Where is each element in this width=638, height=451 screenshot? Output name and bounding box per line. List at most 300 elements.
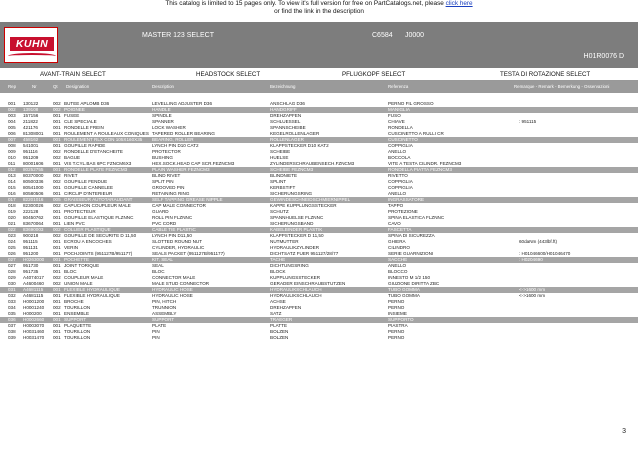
cell-referenza: PIASTRA	[388, 323, 408, 328]
cell-part-number: H0031460	[23, 329, 45, 334]
cell-pos: 016	[8, 191, 16, 196]
cell-referenza: FASCETTA	[388, 227, 412, 232]
cell-pos: 013	[8, 173, 16, 178]
cell-part-number: 80580506	[23, 191, 44, 196]
cell-pos: 011	[8, 161, 16, 166]
cell-bezeichnung: SATZ	[270, 311, 282, 316]
cell-pos: 028	[8, 269, 16, 274]
cell-designation: CIRCLIP D'INTERIEUR	[64, 191, 113, 196]
cell-bezeichnung: HYDRAULIKSCHLAUCH	[270, 287, 322, 292]
cell-remarks: : H01046600/H01046470	[519, 251, 571, 256]
limit-notice-line2: or find the link in the description	[274, 8, 364, 15]
cell-bezeichnung: KERBSTIFT	[270, 185, 296, 190]
title-fr[interactable]: AVANT-TRAIN SELECT	[40, 71, 106, 78]
cell-referenza: TUBO GOMMA	[388, 293, 420, 298]
cell-bezeichnung: DICHTSATZ FUER 951127/28/77	[270, 251, 339, 256]
cell-referenza: BOCCOLA	[388, 155, 411, 160]
cell-pos: 035	[8, 311, 16, 316]
cell-description: ASSEMBLY	[152, 311, 177, 316]
language-title-bar	[0, 68, 638, 81]
cell-designation: BAGUE	[64, 155, 81, 160]
cell-pos: 034	[8, 305, 16, 310]
title-it[interactable]: TESTA DI ROTAZIONE SELECT	[500, 71, 591, 78]
cell-quantity: 001	[53, 119, 61, 124]
cell-part-number: 157156	[23, 113, 39, 118]
cell-pos: 023	[8, 233, 16, 238]
cell-quantity: 001	[53, 299, 61, 304]
cell-pos: 029	[8, 275, 16, 280]
cell-description: PLATE	[152, 323, 167, 328]
cell-part-number: 83690003	[23, 227, 44, 232]
cell-referenza: PERNO	[388, 329, 405, 334]
cell-referenza: SERIE GUARNIZIONI	[388, 251, 434, 256]
catalog-header-bar	[0, 22, 638, 68]
table-row[interactable]	[0, 335, 638, 341]
cell-designation: FLEXIBLE HYDRAULIQUE	[64, 287, 120, 292]
cell-designation: LIEN PVC	[64, 221, 85, 226]
page-id: H01R0076 D	[583, 53, 624, 60]
cell-quantity: 001	[53, 293, 61, 298]
cell-quantity: 001	[53, 311, 61, 316]
cell-referenza: PERNO FIL GROSSO	[388, 101, 434, 106]
limit-notice	[0, 0, 638, 16]
cell-designation: PROTECTEUR	[64, 209, 96, 214]
cell-part-number: 80500336	[23, 179, 44, 184]
cell-pos: 015	[8, 185, 16, 190]
cell-designation: BLOC	[64, 269, 77, 274]
cell-pos: 020	[8, 215, 16, 220]
cell-bezeichnung: SPLINT	[270, 179, 287, 184]
cell-quantity: 002	[53, 155, 61, 160]
cell-quantity: 001	[53, 113, 61, 118]
cell-description: PLAIN WASHER FEZNCM3	[152, 167, 210, 172]
cell-referenza: SPINA ELASTICA FLZNNC	[388, 215, 445, 220]
cell-part-number: 458162	[23, 137, 39, 142]
cell-pos: 024	[8, 239, 16, 244]
cell-pos: 019	[8, 209, 16, 214]
cell-pos: 009	[8, 149, 16, 154]
cell-part-number: H0001200	[23, 299, 45, 304]
cell-bezeichnung: KABELBINDER PLASTIK	[270, 227, 323, 232]
cell-description: RETAINING RING	[152, 191, 190, 196]
cell-description: SPANNER	[152, 119, 174, 124]
cell-bezeichnung: TACHE	[270, 257, 286, 262]
col-referenza: Referenza	[388, 84, 409, 89]
cell-referenza: GHIERA	[388, 239, 406, 244]
cell-designation: BROCHE	[64, 299, 84, 304]
cell-referenza: SACCHE	[388, 257, 408, 262]
cell-bezeichnung: DREHZAPFEN	[270, 305, 302, 310]
kuhn-logo	[0, 22, 62, 68]
col-description: Description	[152, 84, 174, 89]
cell-quantity: 001	[53, 269, 61, 274]
cell-pos: 027	[8, 263, 16, 268]
cell-part-number: 951115	[23, 239, 38, 244]
cell-designation: ROULEMENT A ROULEAUX CONIQUES	[64, 131, 149, 136]
cell-description: CYLINDER, HYDRAULIC	[152, 245, 205, 250]
cell-designation: UNION MALE	[64, 281, 93, 286]
cell-bezeichnung: BLINDNIETE	[270, 173, 298, 178]
cell-designation: TOURILLON	[64, 329, 91, 334]
cell-referenza: CAVO	[388, 221, 401, 226]
cell-quantity: 001	[53, 215, 61, 220]
cell-designation: TOURILLON	[64, 305, 91, 310]
cell-pos: 007	[8, 137, 16, 142]
cell-bezeichnung: ANSCHLAG D36	[270, 101, 305, 106]
cell-designation: SUPPORT	[64, 317, 87, 322]
cell-description: TRUNNION	[152, 305, 177, 310]
cell-quantity: 001	[53, 161, 61, 166]
cell-description: BLIND RIVET	[152, 173, 181, 178]
cell-remarks: 60daNm (443lbf.ft)	[519, 239, 558, 244]
cell-pos: 038	[8, 329, 16, 334]
cell-description: HYDRAULIC HOSE	[152, 287, 193, 292]
cell-part-number: H0003070	[23, 323, 45, 328]
cell-quantity: 001	[53, 191, 61, 196]
cell-quantity: 001	[53, 167, 61, 172]
cell-description: PIN, HITCH	[152, 299, 177, 304]
cell-part-number: 82300026	[23, 203, 44, 208]
cell-pos: 032	[8, 293, 16, 298]
cell-part-number: 81308001	[23, 131, 44, 136]
cell-referenza: BLOCCO	[388, 269, 408, 274]
cell-quantity: 002	[53, 233, 61, 238]
cell-designation: JOINT TORIQUE	[64, 263, 100, 268]
cell-description: CONNECTOR MALE	[152, 275, 196, 280]
cell-part-number: 80450762	[23, 215, 44, 220]
cell-bezeichnung: HYDRAULIKZYLINDER	[270, 245, 320, 250]
cell-referenza: TUBO GOMMA	[388, 287, 420, 292]
col-remarks: Remarque - Remark - Bemerkung - Osservazioni	[514, 84, 610, 89]
cell-part-number: 82201016	[23, 197, 44, 202]
cell-bezeichnung: BLOCK	[270, 269, 286, 274]
cell-referenza: SUPPORTO	[388, 317, 414, 322]
cell-quantity: 005	[53, 197, 61, 202]
cell-referenza: RIVETTO	[388, 173, 408, 178]
cell-bezeichnung: HUELSE	[270, 155, 289, 160]
cell-quantity: 002	[53, 179, 61, 184]
cell-referenza: PERNO	[388, 305, 405, 310]
cell-part-number: H000200	[23, 311, 42, 316]
cell-description: SPLIT PIN	[152, 179, 174, 184]
cell-designation: RONDELLE FREIN	[64, 125, 104, 130]
cell-designation: POIGNEE	[64, 107, 85, 112]
cell-quantity: 001	[53, 245, 61, 250]
cell-description: SELF TAPPING GREASE NIPPLE	[152, 197, 223, 202]
cell-referenza: RONDELLA PIATTA FEZNCM3	[388, 167, 452, 172]
cell-part-number: A4681115	[23, 293, 44, 298]
cell-description: GROOVED PIN	[152, 185, 185, 190]
cell-pos: 010	[8, 155, 16, 160]
cell-designation: CLE SPECIALE	[64, 119, 97, 124]
cell-bezeichnung: TRAEGER	[270, 317, 293, 322]
cell-bezeichnung: DICHTUNGSRING	[270, 263, 309, 268]
cell-part-number: H0001240	[23, 305, 45, 310]
cell-description: TAPERED ROLLER BEARING	[152, 131, 215, 136]
cell-quantity: 001	[53, 143, 61, 148]
cell-part-number: 541001	[23, 143, 39, 148]
cell-part-number: 80001606	[23, 161, 44, 166]
cell-part-number: 80252755	[23, 167, 44, 172]
cell-quantity: 002	[53, 101, 61, 106]
cell-part-number: A4681115	[23, 287, 44, 292]
cell-referenza: PERNO	[388, 335, 405, 340]
cell-designation: RIVET	[64, 173, 78, 178]
cell-description: LYNCH PIN D11,50	[152, 233, 192, 238]
cell-designation: GOUPILLE FENDUE	[64, 179, 108, 184]
logo-text: KUHN	[10, 37, 54, 51]
cell-description: MALE STUD CONNECTOR	[152, 281, 210, 286]
cell-referenza: ANELLO	[388, 191, 407, 196]
cell-quantity: 002	[53, 281, 61, 286]
cell-quantity: 001	[53, 137, 61, 142]
cell-designation: BUTEE APLOMB D36	[64, 101, 110, 106]
cell-part-number: 139108	[23, 107, 39, 112]
cell-description: SPINDLE	[152, 113, 172, 118]
cell-quantity: 002	[53, 149, 61, 154]
cell-referenza: CUSCINETTO	[388, 137, 418, 142]
cell-pos: 014	[8, 179, 16, 184]
title-en[interactable]: HEADSTOCK SELECT	[196, 71, 261, 78]
cell-bezeichnung: DREHZAPFEN	[270, 113, 302, 118]
cell-quantity: 001	[53, 131, 61, 136]
parts-table-header	[0, 81, 638, 93]
cell-pos: 025	[8, 245, 16, 250]
cell-pos: 030	[8, 281, 16, 286]
col-qt: Qt	[53, 84, 58, 89]
cell-pos: 012	[8, 167, 16, 172]
cell-referenza: INSIEME	[388, 311, 407, 316]
cell-referenza: INNESTO M 1/2 150	[388, 275, 431, 280]
cell-description: SEAL	[152, 263, 164, 268]
cell-quantity: 001	[53, 335, 61, 340]
cell-part-number: 130122	[23, 101, 39, 106]
cell-referenza: ANELLO	[388, 263, 407, 268]
cell-bezeichnung: KEGELROLLENLAGER	[270, 131, 320, 136]
cell-description: KIT, SEAL	[152, 257, 173, 262]
cell-bezeichnung: SICHERUNGSRING	[270, 191, 313, 196]
cell-description: LEVELLING ADJUSTER D36	[152, 101, 212, 106]
cell-pos: 027	[8, 257, 16, 262]
cell-bezeichnung: KUPPLUNGSSTECKER	[270, 275, 321, 280]
cell-designation: FUSEE	[64, 113, 80, 118]
cell-quantity: 001	[53, 263, 61, 268]
cell-referenza: CHIAVE	[388, 119, 405, 124]
cell-description: GUARD	[152, 209, 169, 214]
cell-pos: 022	[8, 227, 16, 232]
cell-quantity: 001	[53, 251, 61, 256]
cell-referenza: CILINDRO	[388, 245, 410, 250]
cell-bezeichnung: KLAPPSTECKER D10 KAT2	[270, 143, 329, 148]
cell-pos: 005	[8, 125, 16, 130]
cell-bezeichnung: BOLZEN	[270, 329, 289, 334]
cell-bezeichnung: PLATTE	[270, 323, 288, 328]
cell-pos: 037	[8, 323, 16, 328]
cell-remarks: <->1600 mm	[519, 293, 546, 298]
cell-designation: COLLIER PLASTIQUE	[64, 227, 111, 232]
cell-part-number: 951209	[23, 155, 39, 160]
cell-description: PVC CORD	[152, 221, 177, 226]
cell-designation: COUPLEUR MALE	[64, 275, 104, 280]
cell-part-number: 80541000	[23, 185, 44, 190]
cell-part-number: 900218	[23, 233, 39, 238]
cell-bezeichnung: SCHEIBE	[270, 149, 291, 154]
cell-referenza: PERNO	[388, 299, 405, 304]
cell-part-number: H0031470	[23, 335, 45, 340]
cell-part-number: 83670064	[23, 221, 44, 226]
cell-description: HYDRAULIC HOSE	[152, 293, 193, 298]
cell-designation: GRAISSEUR AUTOTARAUDANT	[64, 197, 133, 202]
cell-bezeichnung: GEWINDESCHNEIDSCHMIERNIPPEL	[270, 197, 351, 202]
cell-pos: 017	[8, 197, 16, 202]
cell-quantity: 001	[53, 317, 61, 322]
cell-referenza: GIUZIONE DIRITTA ZBC	[388, 281, 440, 286]
cell-part-number: 951116	[23, 149, 38, 154]
cell-bezeichnung: HYDRAULIKSCHLAUCH	[270, 293, 322, 298]
cell-designation: VIS T.CYL.BAS 6PC FZNCM6X3	[64, 161, 132, 166]
cell-referenza: COPPIGLIA	[388, 143, 413, 148]
cell-part-number: 951735	[23, 269, 39, 274]
cell-description: ROLL PIN FLZNNC	[152, 215, 193, 220]
cell-quantity: 001	[53, 257, 61, 262]
title-de[interactable]: PFLUGKOPF SELECT	[342, 71, 406, 78]
cell-designation: RONDELLE D'ETANCHEITE	[64, 149, 123, 154]
cell-bezeichnung: SCHUTZ	[270, 209, 289, 214]
cell-pos: 021	[8, 221, 16, 226]
page-number: 3	[622, 428, 626, 435]
cell-referenza: ANELLO	[388, 149, 407, 154]
cell-quantity: 002	[53, 227, 61, 232]
cell-designation: PLAQUETTE	[64, 323, 92, 328]
cell-bezeichnung: ROLLENLAGER	[270, 137, 304, 142]
cell-referenza: COPPIGLIA	[388, 185, 413, 190]
cell-description: CAP MALE CONNECTOR	[152, 203, 206, 208]
cell-remarks: : 951115	[519, 119, 537, 124]
cell-referenza: PROTEZIONE	[388, 209, 418, 214]
cell-part-number: A4074017	[23, 275, 44, 280]
parts-table-body	[0, 101, 638, 341]
cell-bezeichnung: SPANNHUELSE FLZNNC	[270, 215, 324, 220]
cell-designation: ENSEMBLE	[64, 311, 90, 316]
cell-bezeichnung: KLAPPSTECKER D 11,50	[270, 233, 324, 238]
cell-description: LOCK WASHER	[152, 125, 186, 130]
cell-quantity: 002	[53, 173, 61, 178]
col-pos: Rep	[8, 84, 17, 89]
col-bezeichnung: Bezeichnung	[270, 84, 296, 89]
cell-bezeichnung: BOLZEN	[270, 335, 289, 340]
cell-pos: 008	[8, 143, 16, 148]
cell-pos: 031	[8, 287, 16, 292]
cell-part-number: 211822	[23, 119, 38, 124]
cell-designation: CAPUCHON COUPLEUR MALE	[64, 203, 131, 208]
cell-bezeichnung: NUTMUTTER	[270, 239, 299, 244]
cell-description: PIN	[152, 329, 160, 334]
cell-referenza: INGRASSATORE	[388, 197, 425, 202]
cell-referenza: MANIGLIA	[388, 107, 410, 112]
cell-description: BUSHING	[152, 155, 173, 160]
cell-designation: GOUPILLE DE SECURITE D 11,50	[64, 233, 137, 238]
cell-pos: 039	[8, 335, 16, 340]
cell-part-number: 951200	[23, 251, 39, 256]
cell-quantity: 001	[53, 329, 61, 334]
cell-pos: 018	[8, 203, 16, 208]
cell-bezeichnung: SCHEIBE FEZNCM3	[270, 167, 314, 172]
logo-swoosh	[8, 53, 56, 59]
cell-description: SLOTTED ROUND NUT	[152, 239, 203, 244]
cell-quantity: 002	[53, 107, 61, 112]
cell-pos: 026	[8, 251, 16, 256]
cell-quantity: 001	[53, 239, 61, 244]
cell-pos: 003	[8, 113, 16, 118]
cell-part-number: 421176	[23, 125, 38, 130]
cell-referenza: COPPIGLIA	[388, 179, 413, 184]
cell-pos: 001	[8, 101, 16, 106]
cell-pos: 006	[8, 131, 16, 136]
cell-quantity: 001	[53, 185, 61, 190]
cell-referenza: FUSO	[388, 113, 401, 118]
cell-referenza: CUSCINETTO A RULLI CR	[388, 131, 444, 136]
cell-designation: POCHETTE	[64, 257, 90, 262]
cell-referenza: VITE A TESTA CILINDR. FEZNCM3	[388, 161, 462, 166]
cell-pos: 036	[8, 317, 16, 322]
cell-pos: 033	[8, 299, 16, 304]
limit-notice-line1	[0, 0, 638, 8]
cell-designation: GOUPILLE ELASTIQUE FLZNNC	[64, 215, 134, 220]
cell-description: BLOC	[152, 269, 165, 274]
cell-description: PROTECTOR	[152, 149, 181, 154]
machine-title: MASTER 123 SELECT	[142, 32, 214, 39]
cell-quantity: 001	[53, 209, 61, 214]
cell-pos: 004	[8, 119, 16, 124]
cell-bezeichnung: SCHLUESSEL	[270, 119, 301, 124]
cell-designation: TOURILLON	[64, 335, 91, 340]
cell-quantity: 002	[53, 275, 61, 280]
logo-badge	[4, 27, 58, 63]
cell-quantity: 002	[53, 305, 61, 310]
cell-description: PIN	[152, 335, 160, 340]
cell-referenza: TAPPO	[388, 203, 404, 208]
cell-description: HANDLE	[152, 107, 171, 112]
cell-pos: 002	[8, 107, 16, 112]
cell-part-number: A4600460	[23, 281, 44, 286]
click-here-link[interactable]: click here	[445, 0, 473, 7]
cell-designation: ECROU A ENCOCHES	[64, 239, 112, 244]
cell-remarks: <->1600 mm	[519, 287, 546, 292]
cell-description: CABLE TIE PLASTIC	[152, 227, 196, 232]
cell-description: HEX.SOCK.HEAD CAP SCR.FEZNCM3	[152, 161, 235, 166]
cell-description: SEALS PACKET (951127B/951177)	[152, 251, 225, 256]
cell-quantity: 002	[53, 203, 61, 208]
limit-notice-text: This catalog is limited to 15 pages only. To view it's full version for free on PartCatalogs.net, please	[165, 0, 444, 7]
cell-designation: VERIN	[64, 245, 79, 250]
cell-designation: POCHJOINTS (951127B/951177)	[64, 251, 133, 256]
cell-designation: ROULEMENT RLX CON 105X160X35	[64, 137, 143, 142]
cell-description: LYNCH PIN D10 CAT2	[152, 143, 199, 148]
cell-part-number: 80370000	[23, 173, 44, 178]
cell-part-number: 951730	[23, 263, 39, 268]
cell-part-number: 222128	[23, 209, 39, 214]
cell-referenza: SPINA DI SICUREZZA	[388, 233, 435, 238]
cell-remarks: : H0204690	[519, 257, 543, 262]
cell-quantity: 001	[53, 323, 61, 328]
cell-bezeichnung: KAPPE KUPPLUNGSSTECKER	[270, 203, 337, 208]
cell-bezeichnung: ZYLINDERSCHRAUBENSECH.FZNCM3	[270, 161, 355, 166]
machine-code: C6584	[372, 32, 393, 39]
cell-part-number: 951131	[23, 245, 38, 250]
cell-part-number: H0002660	[23, 317, 45, 322]
cell-bezeichnung: SPANNSCHEIBE	[270, 125, 306, 130]
col-nr: Nr	[32, 84, 37, 89]
